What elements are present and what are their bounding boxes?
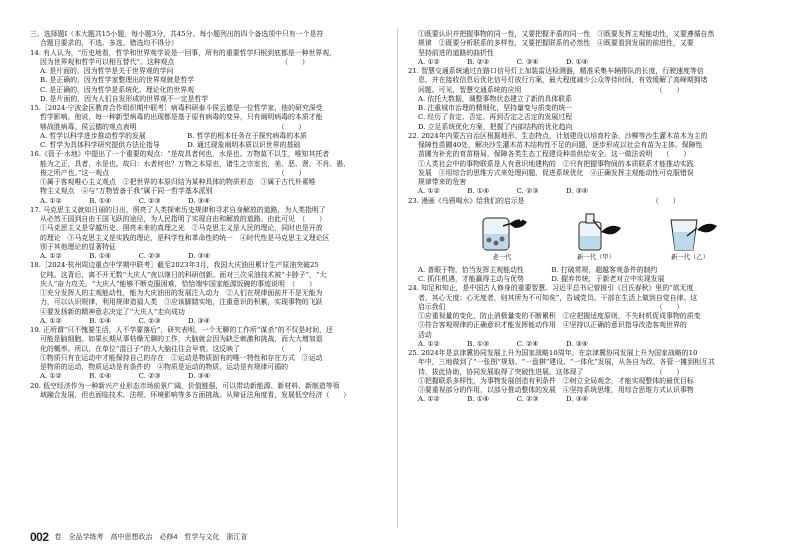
- text-line: 息，并在接收信息后优化信号灯放行方案，最大程度减少公众等待时间，有效缓解了高峰期拥堵: [418, 76, 708, 85]
- text-line: A. 哲学以科学进步推动哲学的发展 B. 哲学的根本任务在于探究病毒的本质: [40, 131, 307, 140]
- text-line: ③要重视部分的作用，以部分推动整体的发展 ④坚持系统思维，用综合思维方式认识事物: [418, 386, 694, 394]
- text-line: 能为之正，具者，水是也。故曰：水者何也？万物之本原也，诸生之宗室也，美、恶、贤、不肖、愚、: [40, 159, 351, 168]
- cartoon-panel-new-a: [560, 210, 632, 264]
- text-line: ①应重视量的变化，防止消极量变的不断累积 ②应把握适度原则，不失时机促成事物的质变: [418, 312, 701, 320]
- text-line: 别于其他理论的显著特征: [40, 242, 116, 251]
- text-line: A. ①② B. ①④ C. ②③ D. ③④: [40, 316, 210, 325]
- caption-old-generation: 老一代: [492, 253, 512, 261]
- text-line: 从必然王国到自由王国飞跃的途径，为人民指明了实现自由和解放的道路。由此可见 （ ）: [40, 215, 326, 223]
- text-line: 力，可以认识规律，利用规律造福人类 ③应该脚踏实地，注重意识的积累，实现事物的飞跃: [40, 298, 323, 307]
- text-line: 年中，三地做到了“一张图”规划、“一盘棋”建设、“一体化”发展，从各自为政、各管一摊到相互共: [418, 358, 715, 367]
- left-column: [30, 30, 406, 400]
- cartoon-panel-new-b: [654, 210, 726, 264]
- text-line: ①既要认识并把握事物的同一性，又要把握矛盾的同一性 ③既要发挥主观能动性，又要遵循自然: [418, 30, 715, 38]
- text-line: 因为世界观和哲学可以相互替代”。这种观点 （ ）: [40, 57, 309, 66]
- text-line: D. 立足系统优化方案，把握了内部结构的优化趋向: [418, 122, 573, 131]
- text-line: 22. 2024年内蒙古自治区根据地形、生态特点，计划建设以培育柠条、沙柳等沙生灌木苗木为主的: [408, 131, 708, 140]
- text-line: 24. 知足和知止，是中国古人修身的重要智慧。习近平总书记曾援引《吕氏春秋》里的“欲无度: [408, 284, 694, 293]
- text-line: 14. 有人认为，“历史地看，哲学和世界观学说是一回事，所有的重要哲学归根到底都是一种世界观，: [30, 48, 337, 57]
- text-line: A. ①② B. ①③ C. ②④ D. ③④: [418, 339, 588, 348]
- text-line: 规律带来的危害: [418, 178, 467, 186]
- text-line: 的理论 ③马克思主义是实践的理论，是科学性和革命性的统一 ④时代性是马克思主义理论区: [40, 233, 330, 242]
- text-line: 合题目要求的，不选、多选、错选均不得分）: [40, 39, 178, 48]
- text-line: A. ①② B. ①④ C. ②③ D. ③④: [40, 372, 210, 381]
- text-line: 庆人”奋力攻关。“大庆人”能够不断克服困难，恰恰端牢国家能源饭碗的事迹说明 （ ）: [40, 279, 316, 288]
- text-line: A. 是片面的，因为哲学是关于世界观的学问: [40, 67, 174, 75]
- text-line: 待，拔此协助，协同发展取得了突破性进展。这体现了 （ ）: [418, 367, 684, 376]
- crow-bottle-icon: [563, 210, 629, 254]
- text-line: A. ①② B. ①④ C. ②③ D. ③④: [40, 252, 210, 260]
- cartoon-panel-old: [466, 210, 538, 264]
- footer-label: 卷 全品学练考 高中思想政治 必修4 哲学与文化 浙江省: [54, 534, 248, 541]
- text-line: 坚持前进的道路的曲折性: [418, 48, 494, 57]
- text-line: C. 经历了肯定、否定、再到否定之否定的发展过程: [418, 113, 573, 122]
- crow-jar-icon: [469, 210, 535, 254]
- text-line: ①把握联系多样性，为事物发展创造有利条件 ②树立全局观念，才能实现整体的最优目标: [418, 376, 694, 385]
- text-line: B. 是正确的，因为哲学家整理出的世界观就是哲学: [40, 76, 195, 85]
- text-line: ①马克思主义是穿越历史、照亮未来的真理之光 ②马克思主义是人民的理论，同时也是开放: [40, 224, 323, 233]
- page-number: 002: [30, 530, 49, 544]
- text-line: 17. 马克思主义就如日丽的日出，照亮了人类探索历史规律和寻求自身解放的道路，为人类指明了: [30, 205, 326, 214]
- text-line: 域融合发展，但也面临技术、法规、环境影响等多方面挑战。从辩证法角度看，发展低空经济（ ）: [40, 390, 351, 399]
- right-column: [408, 30, 784, 405]
- text-line: A. 依托大数据，调整事物状态建立了新的具体联系: [418, 94, 573, 103]
- text-line: A. ①② B. ①④ C. ②③ D. ③④: [40, 196, 210, 205]
- text-line: 15.［2024·宁波金区教育合作组织期中联考］病毒科研泰斗侯云德是一位哲学家，他的研究深受: [30, 104, 323, 112]
- text-line: ④要发扬新的精神意志决定了“大庆人”走向成功: [40, 307, 185, 316]
- cartoon-illustration: [408, 210, 784, 264]
- text-line: 21. 智慧交通系统通过在路口信号灯上加装雷达检测器，精准采集车辆排队的长度，行驶速度等信: [408, 67, 704, 75]
- text-line: 者，其心无度；心无度者，则其所为不可知矣”，告诫党员、干部在生活上做到自觉自律。这: [418, 293, 698, 302]
- text-line: 20. 低空经济作为一种新兴产业形态市场前景广阔，价值链强，可以带动新能源、新材料、新制造等领: [30, 381, 340, 390]
- text-line: 是物质的运动，物质运动是有条件的 ④物质是运动的物质，运动是有规律可循的: [40, 363, 289, 371]
- text-line: 哲学影响。他说，每一种新型病毒的出现都是基于原有病毒的变异，只有阐明病毒的本质才能: [40, 113, 323, 122]
- text-line: 苗圃为补充的育苗格局，保障各类生态工程建设种苗供给安全。这一做法说明 （ ）: [418, 150, 691, 159]
- right-bottom-text: [408, 266, 784, 405]
- text-line: 规律 ②既要分析联系的多样性，又要把握联系的必然性 ④既要看到发展的前进性，又要: [418, 39, 694, 48]
- text-line: ①属于客观唯心主义观点 ②把世界的本原归结为某种具体的物质形态 ③属于古代朴素唯: [40, 178, 316, 186]
- text-line: A. ①② B. ②③ C. ③④ D. ①④: [418, 57, 588, 66]
- text-line: 启示我们 （ ）: [418, 302, 684, 311]
- text-line: 化的概率。所以，在单位“混日子”的人大脑往往会早衰。这反映了 （ ）: [40, 344, 306, 353]
- text-line: ①充分发挥人的主观能动性，能为大庆油田的发展注入动力 ②人们在规律面前并不是无能为: [40, 289, 323, 297]
- page-footer: [30, 530, 247, 544]
- text-line: 亿吨。这背后，离不开无数“大庆人”夜以继日的科研创新。面对三次采油技术被“卡脖子”，“大: [40, 270, 327, 279]
- text-line: 16.《管子·水地》中提出了一个重要的观点：“是故具者何也，水是也。万物莫不以生，唯知其托者: [30, 150, 330, 159]
- text-line: 物主义观点 ④与“万物皆备于我”属于同一哲学基本派别: [40, 187, 213, 196]
- caption-new-generation-a: 新一代（甲）: [577, 253, 615, 261]
- text-line: 18.［2024·杭州周边重点中学期中联考］截至2023年3月，我国大庆油田累计生产原油突破25: [30, 261, 319, 270]
- text-line: C. 抓住机遇，才能赢得主动与优势 D. 握弃传统，于新老对立中实现发展: [418, 275, 665, 283]
- crow-glass-icon: [657, 210, 723, 254]
- text-line: 19. 正所谓“只不愧要生活，人不学要落后”，研究表明，一个无聊的工作所“谋杀”的不仅是时间，还: [30, 326, 333, 334]
- text-line: D. 是片面的，因为人们自发形成的世界观不一定是哲学: [40, 94, 209, 103]
- text-line: C. 哲学为具体科学研究提供方法论指导 D. 通过现象阐明本质以识世界的基础: [40, 141, 301, 149]
- text-line: 俊之所产也。”这一观点 （ ）: [40, 168, 306, 177]
- text-line: 可能是脑细胞。如果长期从事枯燥无聊的工作，大脑就会因为缺乏刺激和挑战，而大大增加退: [40, 335, 323, 344]
- text-line: 发展 ③用综合的思维方式来处理问题，促进系统优化 ④正确发挥主观能动性可克服错误: [418, 168, 694, 177]
- text-line: A. 普眼于物，恰当发挥主观能动性 B. 打破常规，超越客观条件的制约: [418, 265, 658, 274]
- text-line: A. ①② B. ①④ C. ②③ D. ③④: [418, 187, 588, 196]
- text-line: 25. 2024年是京津冀协同发展上升为国家战略10周年。在京津冀协同发展上升为国家战略的10: [408, 349, 698, 357]
- right-top-text: [408, 30, 784, 206]
- text-line: 保障性苗圃40处，解决沙生灌木苗木结构性不足的问题，逐步形成以社会有苗为主体、保障性: [418, 141, 703, 149]
- text-line: 23. 漫画《乌鸦喝水》给我们的启示是 （ ）: [408, 196, 680, 205]
- caption-new-generation-b: 新一代（乙）: [671, 253, 709, 261]
- text-line: ③符合客观规律的正确意识才能发挥能动作用 ④坚持以正确的意识指导改造客观世界的: [418, 321, 687, 330]
- text-line: B. 注重城市治理的精细化，坚持量变与质变的统一: [418, 104, 573, 112]
- text-line: 够战胜病毒。侯云德的观点表明 （ ）: [40, 122, 306, 131]
- text-line: 问题。可见，智慧交通系统的应用 （ ）: [418, 85, 684, 94]
- text-line: 活动: [418, 330, 432, 339]
- text-line: C. 是正确的，因为哲学是系统化、理论化的世界观: [40, 85, 195, 94]
- text-line: ①物质只有在运动中才能保持自己的存在 ②运动是物质固有的唯一特性和存在方式 ③运动: [40, 353, 323, 362]
- text-line: 三、选择题Ⅰ（本大题共15小题，每小题3分，共45分。每小题列出的四个备选项中只有一个是符: [30, 30, 324, 38]
- text-line: A. ①② B. ①④ C. ②③ D. ③④: [418, 395, 588, 404]
- text-line: ①人类社会中的事物联系是人有意识地建构的 ②只有把握事物间的本质联系才能推动实践: [418, 159, 694, 168]
